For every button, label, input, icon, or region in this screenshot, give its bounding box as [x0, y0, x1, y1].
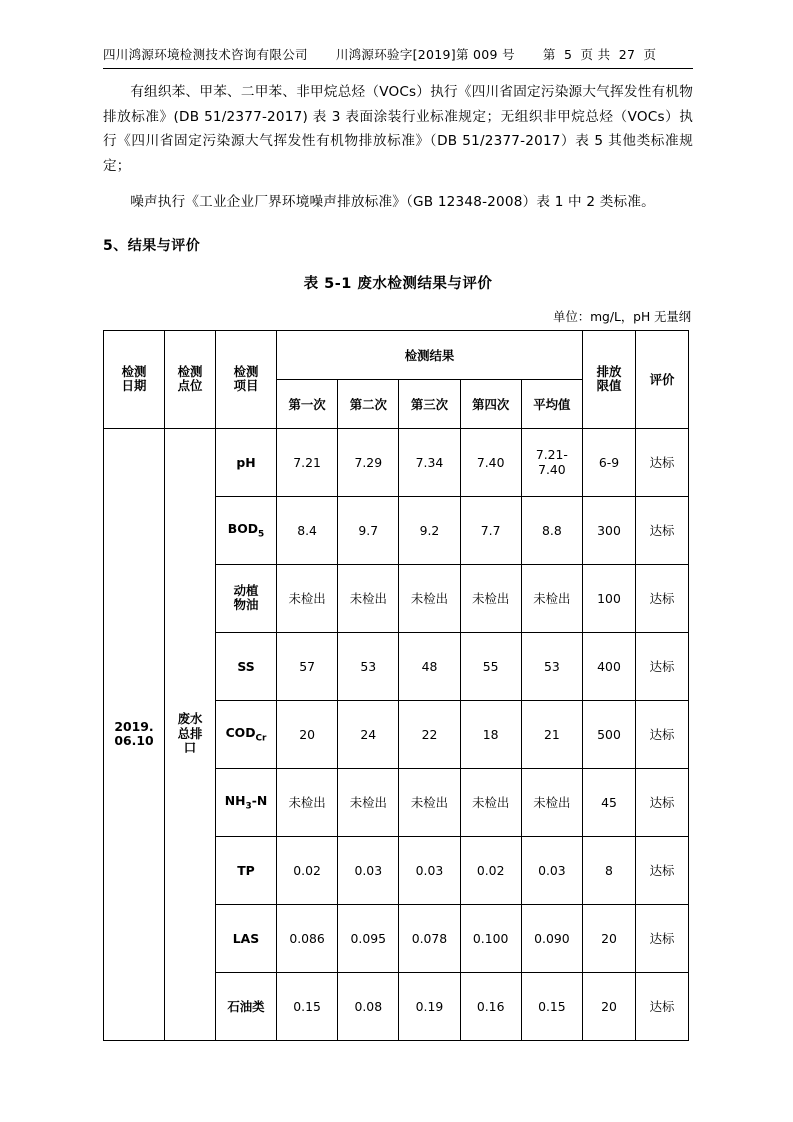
item-subscript: Cr: [255, 733, 267, 744]
header-n3: 第三次: [399, 379, 460, 428]
section-title-results: 5、结果与评价: [103, 237, 201, 254]
cell-avg: 7.21-7.40: [521, 428, 582, 496]
cell-n3: 22: [399, 700, 460, 768]
cell-n2: 0.08: [338, 972, 399, 1040]
header-page-mid: 页 共: [580, 47, 611, 62]
cell-n3: 未检出: [399, 768, 460, 836]
header-page-total: 27: [618, 47, 636, 62]
cell-n4: 未检出: [460, 768, 521, 836]
paragraph-standards-voc: 有组织苯、甲苯、二甲苯、非甲烷总烃（VOCs）执行《四川省固定污染源大气挥发性有机物排放标准》(DB 51/2377-2017) 表 3 表面涂装行业标准规定；无组织非甲烷总烃（VOCs）执行《四川省固定污染源大气挥发性有机物排放标准》（DB 51/2377-2017）表 5 其他类标准规定；: [103, 84, 693, 175]
cell-limit: 20: [583, 972, 636, 1040]
header-page-info: [541, 45, 658, 63]
item-name: pH: [236, 454, 256, 470]
header-point-line1: 检测: [177, 363, 203, 379]
table-unit-note: 单位：mg/L，pH 无量纲: [553, 309, 691, 324]
cell-item: [216, 904, 277, 972]
cell-n3: 0.03: [399, 836, 460, 904]
cell-eval: 达标: [636, 904, 689, 972]
cell-n3: 0.19: [399, 972, 460, 1040]
cell-n2: 0.095: [338, 904, 399, 972]
header-limit-line2: 限值: [596, 378, 622, 394]
cell-eval: 达标: [636, 428, 689, 496]
header-point: [165, 330, 216, 428]
header-doc-number: 川鸿源环验字[2019]第 009 号: [335, 47, 515, 62]
item-name-tail: -N: [251, 792, 268, 808]
cell-n1: 0.086: [277, 904, 338, 972]
cell-limit: 100: [583, 564, 636, 632]
cell-limit: 8: [583, 836, 636, 904]
cell-limit: 6-9: [583, 428, 636, 496]
cell-limit: 400: [583, 632, 636, 700]
cell-n1: 57: [277, 632, 338, 700]
cell-avg: 21: [521, 700, 582, 768]
table-row: [104, 428, 689, 496]
page-header: [103, 45, 693, 69]
cell-n4: 18: [460, 700, 521, 768]
cell-avg: 53: [521, 632, 582, 700]
cell-avg: 0.15: [521, 972, 582, 1040]
cell-item: [216, 972, 277, 1040]
cell-limit: 20: [583, 904, 636, 972]
header-item-line1: 检测: [233, 363, 259, 379]
item-name: 石油类: [227, 999, 265, 1015]
cell-n2: 7.29: [338, 428, 399, 496]
header-n4: 第四次: [460, 379, 521, 428]
cell-eval: 达标: [636, 700, 689, 768]
header-avg: 平均值: [521, 379, 582, 428]
cell-point: [165, 428, 216, 1040]
header-item: [216, 330, 277, 428]
item-name: LAS: [232, 930, 260, 946]
cell-n3: 0.078: [399, 904, 460, 972]
cell-limit: 500: [583, 700, 636, 768]
header-date: [104, 330, 165, 428]
table-caption: 表 5-1 废水检测结果与评价: [303, 275, 493, 292]
item-name-line1: 动植: [233, 582, 259, 598]
cell-n1: 0.15: [277, 972, 338, 1040]
cell-limit: 45: [583, 768, 636, 836]
cell-n2: 0.03: [338, 836, 399, 904]
cell-n1: 未检出: [277, 768, 338, 836]
cell-avg: 8.8: [521, 496, 582, 564]
cell-item: [216, 700, 277, 768]
header-date-line2: 日期: [121, 378, 147, 394]
cell-n4: 55: [460, 632, 521, 700]
cell-eval: 达标: [636, 496, 689, 564]
cell-point-line2: 总排: [177, 725, 203, 741]
cell-eval: 达标: [636, 836, 689, 904]
item-name: TP: [237, 862, 255, 878]
header-page-suffix: 页: [643, 47, 657, 62]
cell-eval: 达标: [636, 564, 689, 632]
cell-item: [216, 768, 277, 836]
header-results-group: 检测结果: [277, 330, 583, 379]
cell-item: [216, 496, 277, 564]
cell-item: [216, 428, 277, 496]
cell-n3: 未检出: [399, 564, 460, 632]
header-n2: 第二次: [338, 379, 399, 428]
cell-eval: 达标: [636, 632, 689, 700]
cell-item: [216, 632, 277, 700]
wastewater-results-table: [103, 330, 689, 1041]
cell-avg: 未检出: [521, 768, 582, 836]
cell-n2: 53: [338, 632, 399, 700]
page-content: [103, 45, 693, 1041]
cell-n3: 9.2: [399, 496, 460, 564]
item-subscript: 3: [245, 801, 252, 812]
header-page-number: 5: [563, 47, 573, 62]
header-eval: 评价: [636, 330, 689, 428]
header-limit: [583, 330, 636, 428]
cell-n2: 未检出: [338, 768, 399, 836]
cell-item: [216, 836, 277, 904]
cell-n2: 未检出: [338, 564, 399, 632]
item-name: BOD: [227, 520, 259, 536]
cell-n1: 未检出: [277, 564, 338, 632]
cell-n1: 7.21: [277, 428, 338, 496]
cell-n4: 7.40: [460, 428, 521, 496]
cell-n1: 0.02: [277, 836, 338, 904]
item-name: SS: [237, 658, 255, 674]
cell-n4: 0.100: [460, 904, 521, 972]
table-header-row-1: [104, 330, 689, 379]
item-subscript: 5: [258, 529, 265, 540]
header-item-line2: 项目: [233, 378, 259, 394]
cell-n3: 7.34: [399, 428, 460, 496]
cell-item: [216, 564, 277, 632]
cell-n2: 24: [338, 700, 399, 768]
cell-point-line1: 废水: [177, 711, 203, 727]
cell-eval: 达标: [636, 768, 689, 836]
cell-n2: 9.7: [338, 496, 399, 564]
header-limit-line1: 排放: [596, 363, 622, 379]
cell-avg: 0.03: [521, 836, 582, 904]
cell-n4: 0.02: [460, 836, 521, 904]
item-name-line2: 物油: [233, 597, 259, 613]
cell-point-line3: 口: [183, 740, 197, 756]
header-point-line2: 点位: [177, 378, 203, 394]
cell-eval: 达标: [636, 972, 689, 1040]
paragraph-standards-noise: 噪声执行《工业企业厂界环境噪声排放标准》（GB 12348-2008）表 1 中 2 类标准。: [130, 193, 655, 210]
cell-date-line2: 06.10: [114, 733, 154, 749]
header-company: 四川鸿源环境检测技术咨询有限公司: [103, 47, 308, 62]
cell-avg: 未检出: [521, 564, 582, 632]
cell-avg: 0.090: [521, 904, 582, 972]
cell-n4: 未检出: [460, 564, 521, 632]
header-page-prefix: 第: [542, 47, 556, 62]
item-name: COD: [225, 724, 256, 740]
cell-n3: 48: [399, 632, 460, 700]
cell-n4: 7.7: [460, 496, 521, 564]
item-name: NH: [224, 792, 246, 808]
header-date-line1: 检测: [121, 363, 147, 379]
cell-n1: 8.4: [277, 496, 338, 564]
cell-limit: 300: [583, 496, 636, 564]
cell-date-line1: 2019.: [114, 718, 154, 734]
cell-n1: 20: [277, 700, 338, 768]
cell-n4: 0.16: [460, 972, 521, 1040]
header-n1: 第一次: [277, 379, 338, 428]
cell-date: [104, 428, 165, 1040]
